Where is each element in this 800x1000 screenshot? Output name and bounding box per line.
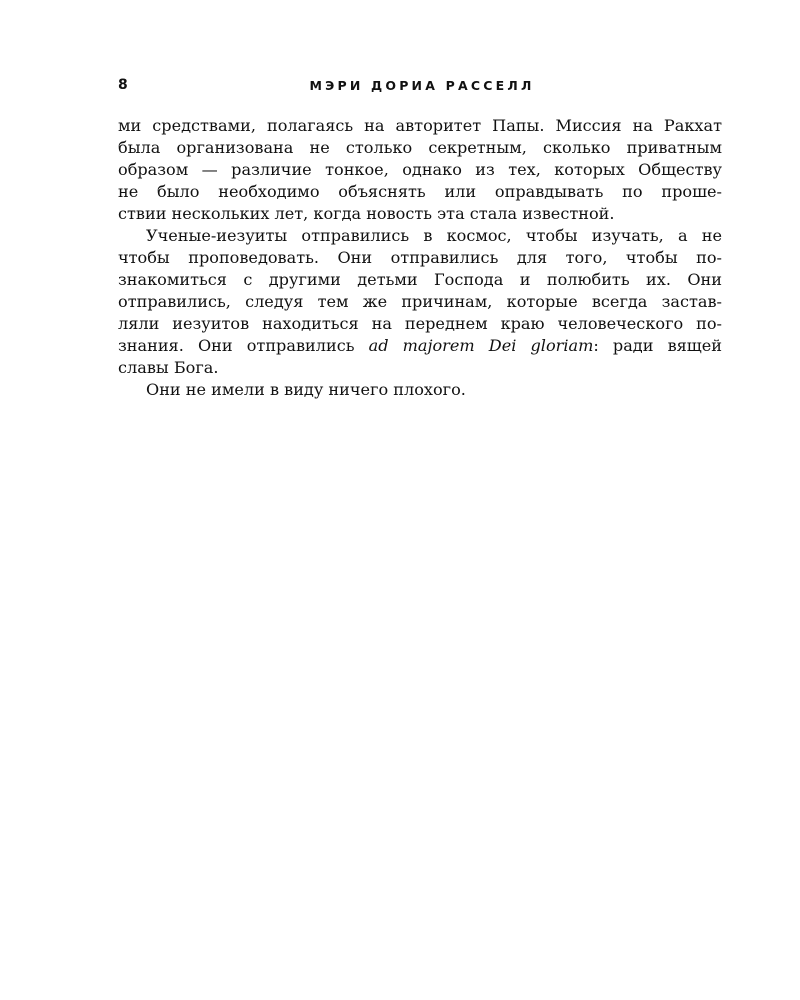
text-line: Они не имели в виду ничего плохого. [146, 380, 466, 399]
text-line: знакомиться с другими детьми Господа и полюбить их. Они [118, 270, 722, 289]
text-line: чтобы проповедовать. Они отправились для того, чтобы по- [118, 248, 722, 267]
text-line: отправились, следуя тем же причинам, которые всегда застав- [118, 292, 722, 311]
text-line: не было необходимо объяснять или оправдывать по проше- [118, 182, 722, 201]
text-fragment: : ради вящей [593, 336, 722, 355]
text-fragment: знания. Они отправились [118, 336, 369, 355]
text-line: славы Бога. [118, 358, 219, 377]
text-line: была организована не столько секретным, сколько приватным [118, 138, 722, 157]
page-number: 8 [118, 77, 128, 93]
text-line [118, 335, 722, 357]
body-text [118, 115, 722, 401]
running-header [118, 77, 722, 97]
author-name: МЭРИ ДОРИА РАССЕЛЛ [309, 78, 535, 93]
text-line: ствии нескольких лет, когда новость эта стала известной. [118, 204, 615, 223]
text-line: образом — различие тонкое, однако из тех, которых Обществу [118, 160, 722, 179]
text-line: ми средствами, полагаясь на авторитет Папы. Миссия на Ракхат [118, 116, 722, 135]
text-line: ляли иезуитов находиться на переднем краю человеческого по- [118, 314, 722, 333]
latin-phrase: ad majorem Dei gloriam [368, 336, 594, 355]
text-line: Ученые-иезуиты отправились в космос, чтобы изучать, а не [146, 226, 722, 245]
